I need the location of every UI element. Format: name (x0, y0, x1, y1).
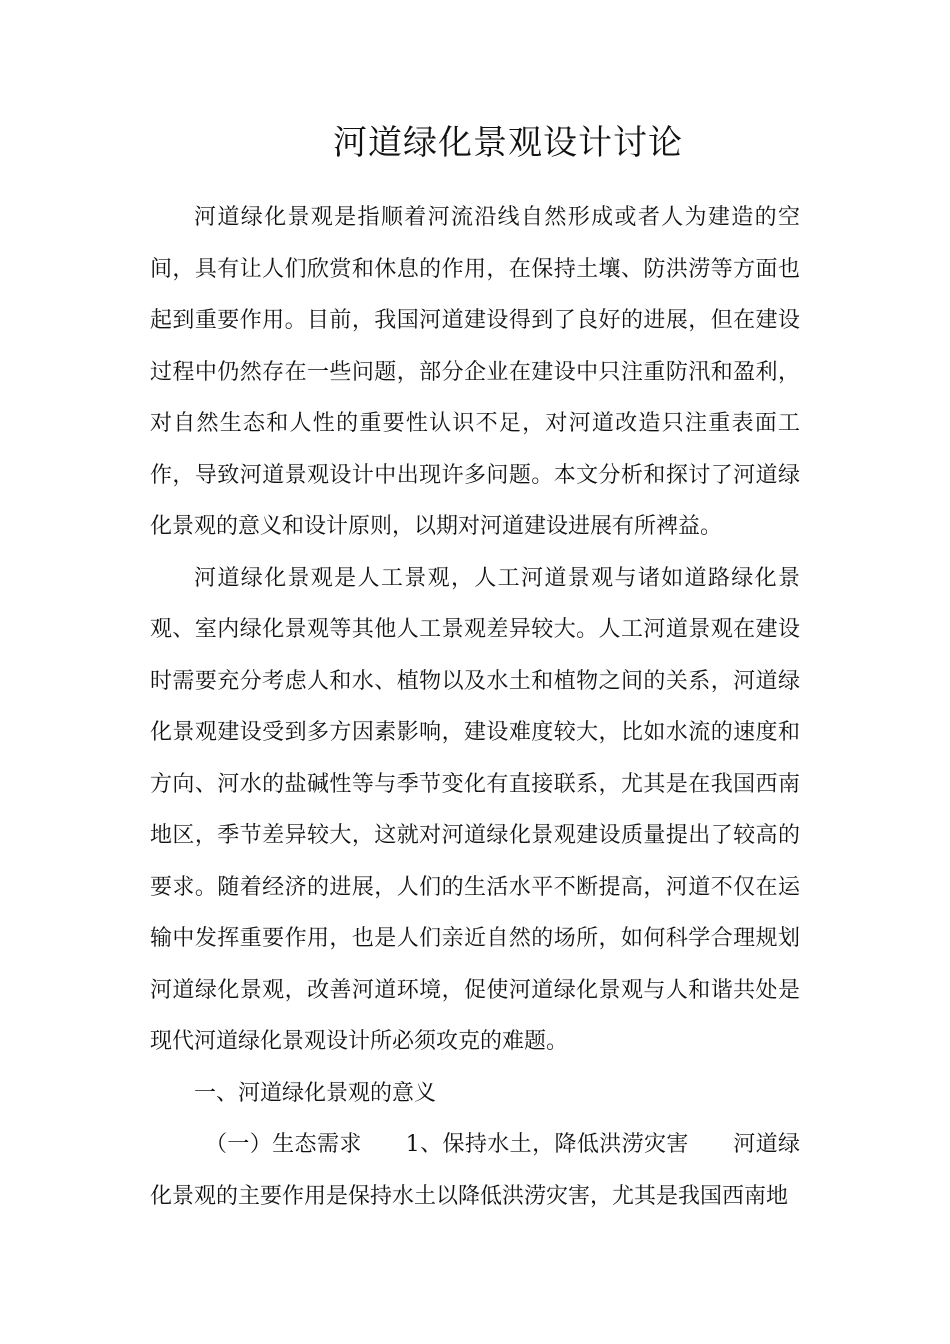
paragraph-1: 河道绿化景观是指顺着河流沿线自然形成或者人为建造的空间，具有让人们欣赏和休息的作用，在保持土壤、防洪涝等方面也起到重要作用。目前，我国河道建设得到了良好的进展，但在建设过程中仍然存在一些问题，部分企业在建设中只注重防汛和盈利，对自然生态和人性的重要性认识不足，对河道改造只注重表面工作，导致河道景观设计中出现许多问题。本文分析和探讨了河道绿化景观的意义和设计原则，以期对河道建设进展有所裨益。 (150, 205, 800, 539)
section-heading: 一、河道绿化景观的意义 (194, 1080, 437, 1106)
subsection-label: （一）生态需求 (205, 1132, 362, 1157)
subsection-paragraph (150, 1119, 800, 1222)
subsection-item: 1、保持水土，降低洪涝灾害 (405, 1132, 689, 1157)
document-body (150, 192, 800, 1222)
document-title: 河道绿化景观设计讨论 (333, 123, 683, 163)
subsection-text: 河道绿化景观的主要作用是保持水土以降低洪涝灾害，尤其是我国西南地 (150, 1132, 800, 1209)
paragraph-2: 河道绿化景观是人工景观，人工河道景观与诸如道路绿化景观、室内绿化景观等其他人工景观差异较大。人工河道景观在建设时需要充分考虑人和水、植物以及水土和植物之间的关系，河道绿化景观建设受到多方因素影响，建设难度较大，比如水流的速度和方向、河水的盐碱性等与季节变化有直接联系，尤其是在我国西南地区，季节差异较大，这就对河道绿化景观建设质量提出了较高的要求。随着经济的进展，人们的生活水平不断提高，河道不仅在运输中发挥重要作用，也是人们亲近自然的场所，如何科学合理规划河道绿化景观，改善河道环境，促使河道绿化景观与人和谐共处是现代河道绿化景观设计所必须攻克的难题。 (150, 565, 800, 1054)
